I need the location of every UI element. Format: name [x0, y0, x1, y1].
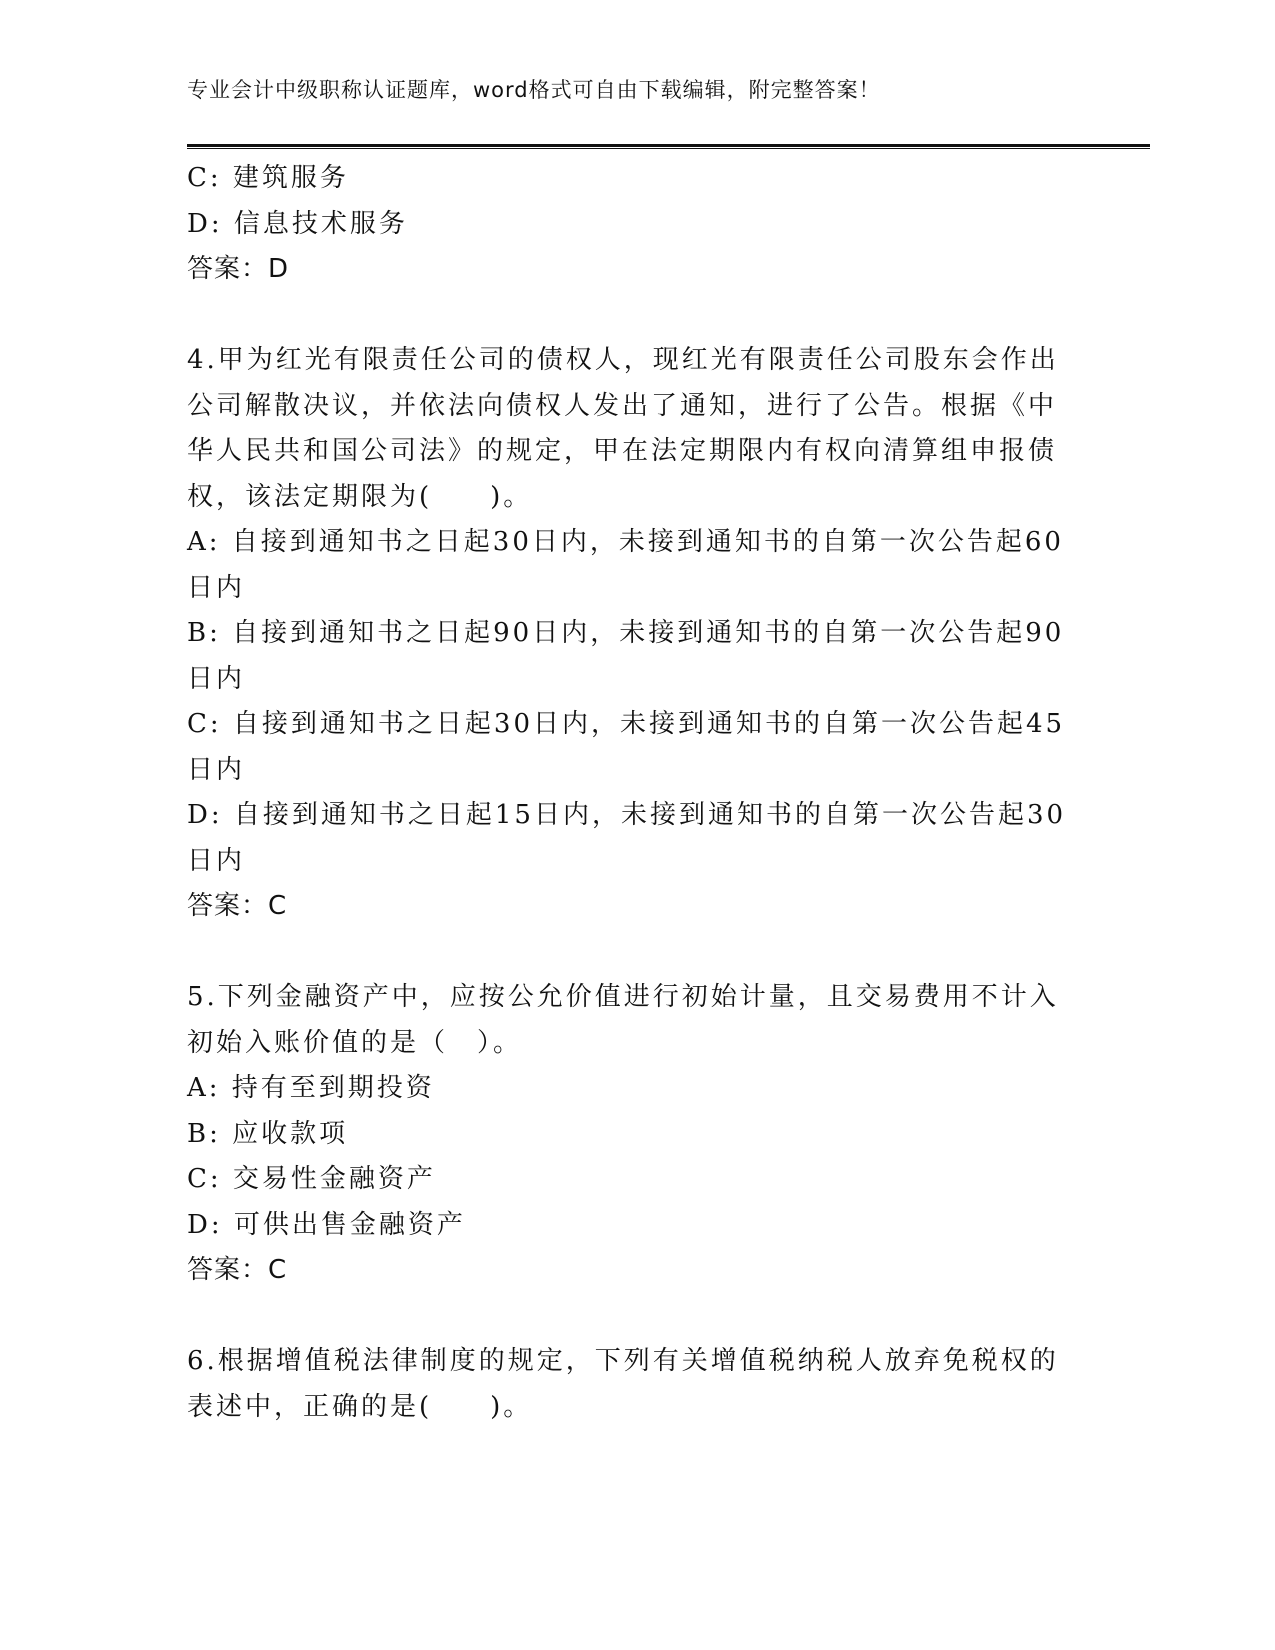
q3-option-c: C: 建筑服务: [187, 163, 349, 193]
question-4: [187, 338, 1087, 930]
q4-option-d-cont: 日内: [187, 845, 246, 876]
q4-option-c-cont: 日内: [187, 754, 246, 785]
question-3-tail: [187, 156, 1087, 293]
q5-stem-line: 5.下列金融资产中，应按公允价值进行初始计量，且交易费用不计入: [187, 982, 1059, 1012]
q4-option-c: C: 自接到通知书之日起30日内，未接到通知书的自第一次公告起45: [187, 709, 1066, 739]
q4-stem-line: 4.甲为红光有限责任公司的债权人，现红光有限责任公司股东会作出: [187, 345, 1059, 375]
q4-option-b: B: 自接到通知书之日起90日内，未接到通知书的自第一次公告起90: [187, 618, 1065, 648]
q4-option-a: A: 自接到通知书之日起30日内，未接到通知书的自第一次公告起60: [187, 527, 1064, 557]
q3-answer: 答案：D: [187, 254, 290, 284]
q5-stem-line: 初始入账价值的是（ ）。: [187, 1027, 523, 1058]
q4-option-a-cont: 日内: [187, 572, 246, 603]
q3-option-d: D: 信息技术服务: [187, 208, 408, 239]
q5-option-b: B: 应收款项: [187, 1118, 349, 1149]
header-divider: [187, 144, 1150, 149]
q4-answer: 答案：C: [187, 891, 288, 921]
blank-line: [187, 293, 1087, 339]
q6-stem-line: 表述中，正确的是( )。: [187, 1391, 533, 1422]
q5-option-d: D: 可供出售金融资产: [187, 1209, 466, 1240]
question-6: [187, 1339, 1087, 1430]
page-header: 专业会计中级职称认证题库，word格式可自由下载编辑，附完整答案！: [187, 78, 881, 102]
q4-option-d: D: 自接到通知书之日起15日内，未接到通知书的自第一次公告起30: [187, 800, 1067, 830]
q4-stem-line: 公司解散决议，并依法向债权人发出了通知，进行了公告。根据《中: [187, 390, 1058, 421]
q5-option-a: A: 持有至到期投资: [187, 1073, 435, 1103]
q4-stem-line: 华人民共和国公司法》的规定，甲在法定期限内有权向清算组申报债: [187, 436, 1058, 466]
q4-stem-line: 权，该法定期限为( )。: [187, 481, 533, 512]
q5-answer: 答案：C: [187, 1255, 288, 1285]
blank-line: [187, 1294, 1087, 1340]
blank-line: [187, 930, 1087, 976]
q5-option-c: C: 交易性金融资产: [187, 1164, 436, 1194]
q6-stem-line: 6.根据增值税法律制度的规定，下列有关增值税纳税人放弃免税权的: [187, 1346, 1059, 1376]
document-body: [187, 156, 1087, 1430]
q4-option-b-cont: 日内: [187, 663, 246, 694]
question-5: [187, 975, 1087, 1294]
